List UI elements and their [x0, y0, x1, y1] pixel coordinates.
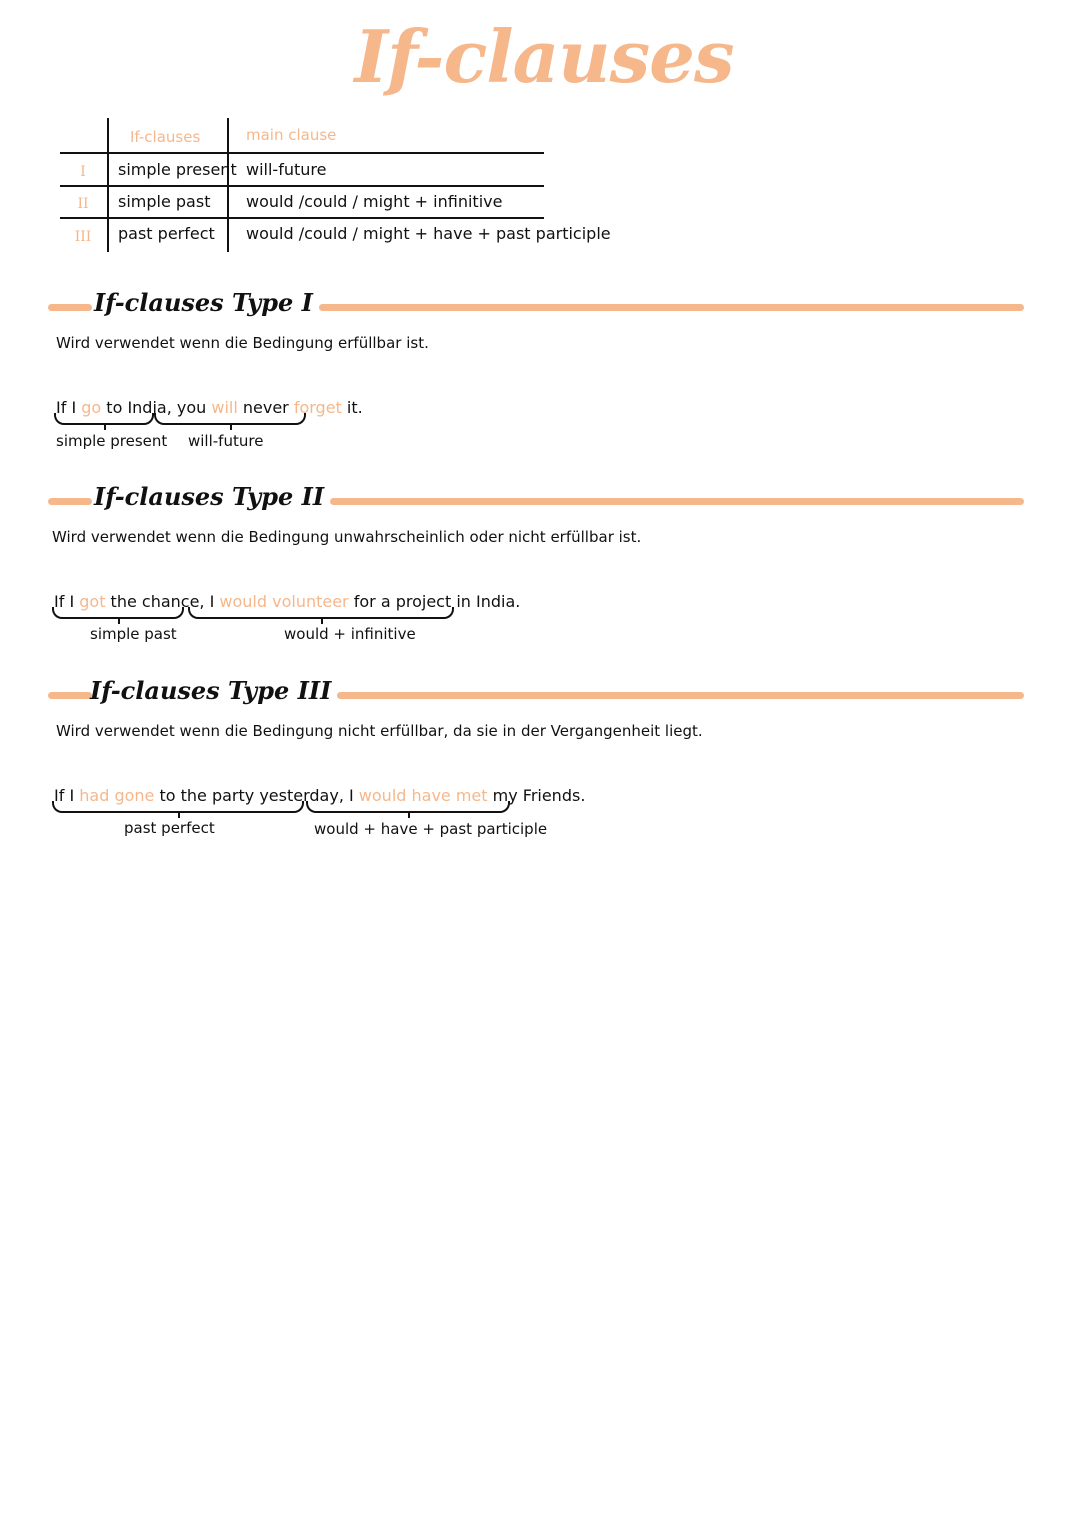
table-header-if-clause: If-clauses	[130, 128, 201, 146]
table-cell-if-clause: simple present	[118, 160, 237, 179]
section-heading-type-2	[48, 482, 1024, 516]
brace	[52, 801, 304, 813]
section-description: Wird verwendet wenn die Bedingung erfüllbar ist.	[56, 334, 429, 352]
grammar-label: simple present	[56, 432, 168, 450]
heading-bar	[337, 692, 1024, 699]
example-text: my Friends.	[487, 786, 586, 805]
grammar-label: past perfect	[124, 819, 215, 837]
heading-bar	[48, 498, 92, 505]
section-title: If-clauses Type I	[94, 288, 313, 317]
example-text: the chance, I	[105, 592, 220, 611]
example-highlight: got	[79, 592, 106, 611]
example-text: for a project in India.	[348, 592, 521, 611]
example-text: If I	[54, 786, 80, 805]
grammar-label: simple past	[90, 625, 177, 643]
table-rule	[60, 152, 544, 154]
example-text: never	[237, 398, 294, 417]
brace	[52, 607, 184, 619]
table-rule	[60, 185, 544, 187]
example-text: it.	[341, 398, 363, 417]
table-cell-main-clause: will-future	[246, 160, 327, 179]
heading-bar	[48, 692, 92, 699]
example-text: to India, you	[101, 398, 212, 417]
example-highlight: had gone	[79, 786, 155, 805]
table-header-main-clause: main clause	[246, 126, 337, 144]
section-heading-type-3	[48, 676, 1024, 710]
example-highlight: go	[81, 398, 102, 417]
example-highlight: will	[211, 398, 238, 417]
table-row-type: I	[80, 164, 86, 180]
section-title: If-clauses Type III	[90, 676, 332, 705]
example-text: to the party yesterday, I	[154, 786, 359, 805]
table-rule	[60, 217, 544, 219]
brace	[306, 801, 510, 813]
summary-table	[60, 118, 611, 252]
section-title: If-clauses Type II	[94, 482, 325, 511]
section-heading-type-1	[48, 288, 1024, 322]
table-cell-main-clause: would /could / might + have + past participle	[246, 224, 611, 243]
table-cell-if-clause: past perfect	[118, 224, 215, 243]
grammar-label: will-future	[188, 432, 264, 450]
example-highlight: forget	[293, 398, 342, 417]
table-cell-if-clause: simple past	[118, 192, 211, 211]
heading-bar	[48, 304, 92, 311]
page-title: If-clauses	[354, 14, 734, 99]
table-row-type: III	[74, 229, 92, 245]
grammar-label: would + have + past participle	[314, 820, 548, 838]
example-highlight: would volunteer	[219, 592, 349, 611]
table-cell-main-clause: would /could / might + infinitive	[246, 192, 503, 211]
section-description: Wird verwendet wenn die Bedingung unwahrscheinlich oder nicht erfüllbar ist.	[52, 528, 642, 546]
table-row-type: II	[77, 196, 89, 212]
example-text: If I	[56, 398, 82, 417]
section-description: Wird verwendet wenn die Bedingung nicht erfüllbar, da sie in der Vergangenheit liegt.	[56, 722, 703, 740]
heading-bar	[330, 498, 1024, 505]
brace	[54, 413, 154, 425]
brace	[154, 413, 306, 425]
grammar-label: would + infinitive	[284, 625, 416, 643]
heading-bar	[319, 304, 1024, 311]
example-highlight: would have met	[358, 786, 488, 805]
brace	[188, 607, 454, 619]
example-text: If I	[54, 592, 80, 611]
